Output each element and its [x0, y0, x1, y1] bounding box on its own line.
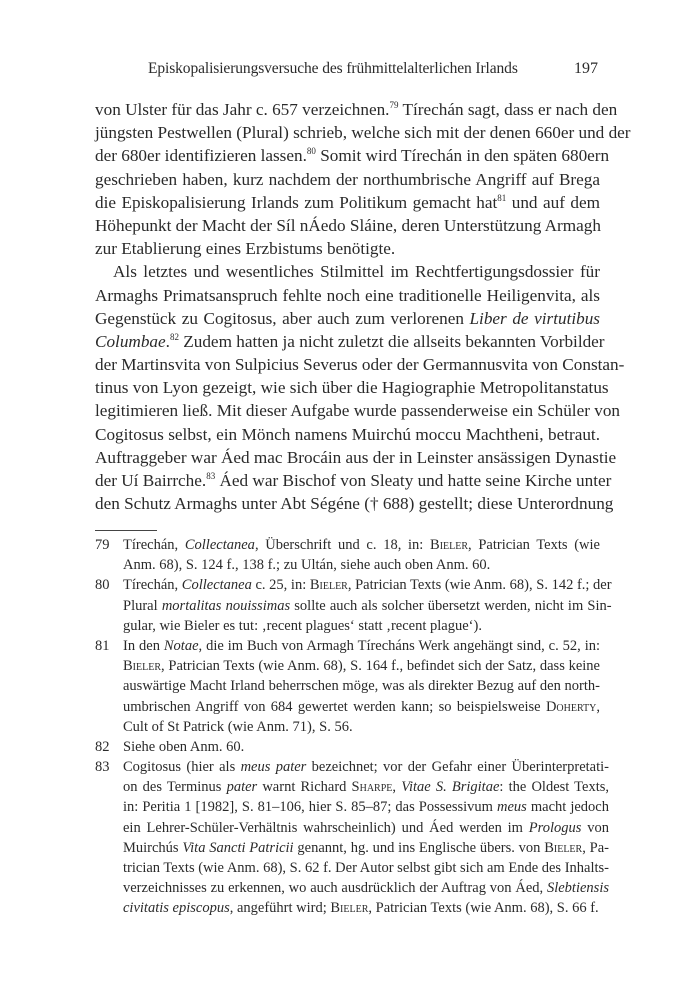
author-name: Bieler	[309, 577, 348, 594]
footnote-line: Siehe oben Anm. 60.	[123, 738, 245, 755]
footnote-83	[95, 757, 610, 919]
footnote-80	[95, 575, 612, 636]
footnote-number: 83	[95, 759, 110, 776]
italic-text: Collectanea	[184, 537, 255, 553]
italic-text: meus pater	[240, 759, 307, 776]
text-line: zur Etablierung eines Erzbistums benötigte.	[95, 239, 396, 259]
text-line: Cogitosus selbst, ein Mönch namens Muirchú moccu Machtheni, betraut.	[95, 424, 600, 444]
text-line: Columbae.$^{82}$ Zudem hatten ja nicht zuletzt die allseits bekannten Vorbilder	[95, 331, 605, 351]
footnote-ref[interactable]: 81	[497, 192, 507, 203]
footnote-line: in: Peritia 1 [1982], S. 81–106, hier S. 85–87; das Possessivum meus macht jedoch	[123, 799, 609, 816]
main-text	[95, 98, 631, 515]
text-line: Gegenstück zu Cogitosus, aber auch zum verlorenen Liber de virtutibus	[95, 308, 600, 328]
italic-text: meus	[497, 799, 527, 816]
italic-text: civitatis episcopus	[123, 900, 230, 917]
footnote-line: verzeichnisses zu erkennen, wo auch ausdrücklich der Auftrag von Áed, Slebtiensis	[123, 880, 609, 897]
text-line: der Martinsvita von Sulpicius Severus oder der Germannusvita von Constan-	[95, 355, 625, 375]
footnotes	[95, 535, 612, 919]
text-line: der Uí Bairrche.$^{83}$ Áed war Bischof von Sleaty und hatte seine Kirche unter	[95, 471, 612, 490]
footnote-line: trician Texts (wie Anm. 68), S. 62 f. Der Autor selbst gibt sich am Ende des Inhalts-	[123, 860, 609, 877]
footnote-body	[123, 575, 612, 636]
italic-text: Slebtiensis	[546, 880, 609, 897]
author-name: Bieler	[430, 537, 469, 553]
italic-text: Vitae S. Brigitae	[401, 779, 500, 796]
italic-text: Collectanea	[181, 577, 252, 594]
footnote-82	[95, 737, 600, 757]
text-line: Als letztes und wesentliches Stilmittel im Rechtfertigungsdossier für	[113, 262, 600, 282]
italic-text: Columbae	[95, 331, 166, 351]
text-line: legitimieren ließ. Mit dieser Aufgabe wurde passenderweise ein Schüler von	[95, 401, 621, 421]
text-line: von Ulster für das Jahr c. 657 verzeichnen.$^{79}$ Tírechán sagt, dass er nach den	[95, 100, 618, 119]
footnote-line: Cogitosus (hier als meus pater bezeichnet; vor der Gefahr einer Überinterpretati-	[123, 759, 609, 776]
footnote-ref[interactable]: 83	[206, 471, 216, 481]
author-name: Doherty	[545, 698, 597, 715]
page-number: 197	[574, 60, 598, 77]
footnote-number: 79	[95, 537, 110, 553]
text-line: Armaghs Primatsanspruch fehlte noch eine traditionelle Heiligenvita, als	[95, 285, 600, 305]
text-line: die Episkopalisierung Irlands zum Politikum gemacht hat$^{81}$ und auf dem	[95, 192, 600, 212]
footnote-line: on des Terminus pater warnt Richard Sharpe, Vitae S. Brigitae: the Oldest Texts,	[123, 779, 610, 796]
text-line: Höhepunkt der Macht der Síl nÁedo Sláine, deren Unterstützung Armagh	[95, 215, 601, 235]
footnote-body	[123, 535, 600, 575]
footnote-line: ein Lehrer-Schüler-Verhältnis wahrscheinlich) und Áed werden im Prologus von	[123, 819, 610, 836]
footnote-line: Tírechán, Collectanea c. 25, in: Bieler, Patrician Texts (wie Anm. 68), S. 142 f.; der	[123, 577, 612, 594]
italic-text: pater	[226, 779, 258, 796]
footnote-line: In den Notae, die im Buch von Armagh Tírecháns Werk angehängt sind, c. 52, in:	[123, 637, 601, 654]
text-line: der 680er identifizieren lassen.$^{80}$ Somit wird Tírechán in den späten 680ern	[95, 146, 610, 166]
footnote-line: umbrischen Angriff von 684 gewertet werden kann; so beispielsweise Doherty,	[123, 698, 600, 715]
text-line: den Schutz Armaghs unter Abt Ségéne († 688) gestellt; diese Unterordnung	[95, 494, 614, 514]
footnote-ref[interactable]: 79	[389, 100, 399, 110]
text-line: tinus von Lyon gezeigt, wie sich über die Hagiographie Metropolitanstatus	[95, 378, 609, 398]
author-name: Bieler	[544, 839, 583, 856]
footnote-body	[123, 737, 600, 757]
footnote-body	[123, 757, 609, 919]
footnote-line: gular, wie Bieler es tut: ‚recent plagues‘ statt ‚recent plague‘).	[123, 617, 482, 634]
footnote-line: Plural mortalitas nouissimas sollte auch als solcher übersetzt werden, nicht im Sin-	[123, 597, 612, 614]
footnote-line: Bieler, Patrician Texts (wie Anm. 68), S. 164 f., befindet sich der Satz, dass keine	[123, 658, 600, 675]
author-name: Bieler	[330, 900, 369, 917]
footnote-line: auswärtige Macht Irland beherrschen möge, was als direkter Bezug auf den north-	[123, 678, 600, 695]
italic-text: Liber de virtutibus	[469, 308, 600, 328]
author-name: Sharpe	[351, 779, 393, 796]
footnote-81	[95, 636, 600, 737]
footnote-ref[interactable]: 82	[169, 331, 179, 342]
footnote-line: Anm. 68), S. 124 f., 138 f.; zu Ultán, siehe auch oben Anm. 60.	[123, 557, 491, 574]
footnote-line: civitatis episcopus, angeführt wird; Bieler, Patrician Texts (wie Anm. 68), S. 66 f.	[123, 900, 599, 917]
italic-text: Notae	[163, 637, 199, 654]
text-line: jüngsten Pestwellen (Plural) schrieb, welche sich mit der denen 660er und der	[95, 123, 631, 143]
footnote-number: 82	[95, 738, 110, 755]
footnote-79	[95, 535, 600, 575]
footnote-ref[interactable]: 80	[306, 146, 316, 157]
text-line: Auftraggeber war Áed mac Brocáin aus der in Leinster ansässigen Dynastie	[95, 447, 617, 467]
footnote-body	[123, 636, 600, 737]
italic-text: Prologus	[528, 819, 582, 836]
footnote-line: Muirchús Vita Sancti Patricii genannt, hg. und ins Englische übers. von Bieler, Pa-	[123, 839, 609, 856]
footnote-number: 81	[95, 637, 110, 654]
italic-text: Vita Sancti Patricii	[182, 839, 294, 856]
footnote-line: Cult of St Patrick (wie Anm. 71), S. 56.	[123, 718, 353, 735]
running-header: Episkopalisierungsversuche des frühmittelalterlichen Irlands	[148, 60, 518, 77]
footnote-line: Tírechán, Collectanea, Überschrift und c. 18, in: Bieler, Patrician Texts (wie	[123, 537, 600, 553]
text-line: geschrieben haben, kurz nachdem der northumbrische Angriff auf Brega	[95, 169, 600, 189]
footnote-separator	[95, 530, 157, 531]
italic-text: mortalitas nouissimas	[161, 597, 291, 614]
author-name: Bieler	[123, 658, 161, 675]
footnote-number: 80	[95, 577, 110, 594]
